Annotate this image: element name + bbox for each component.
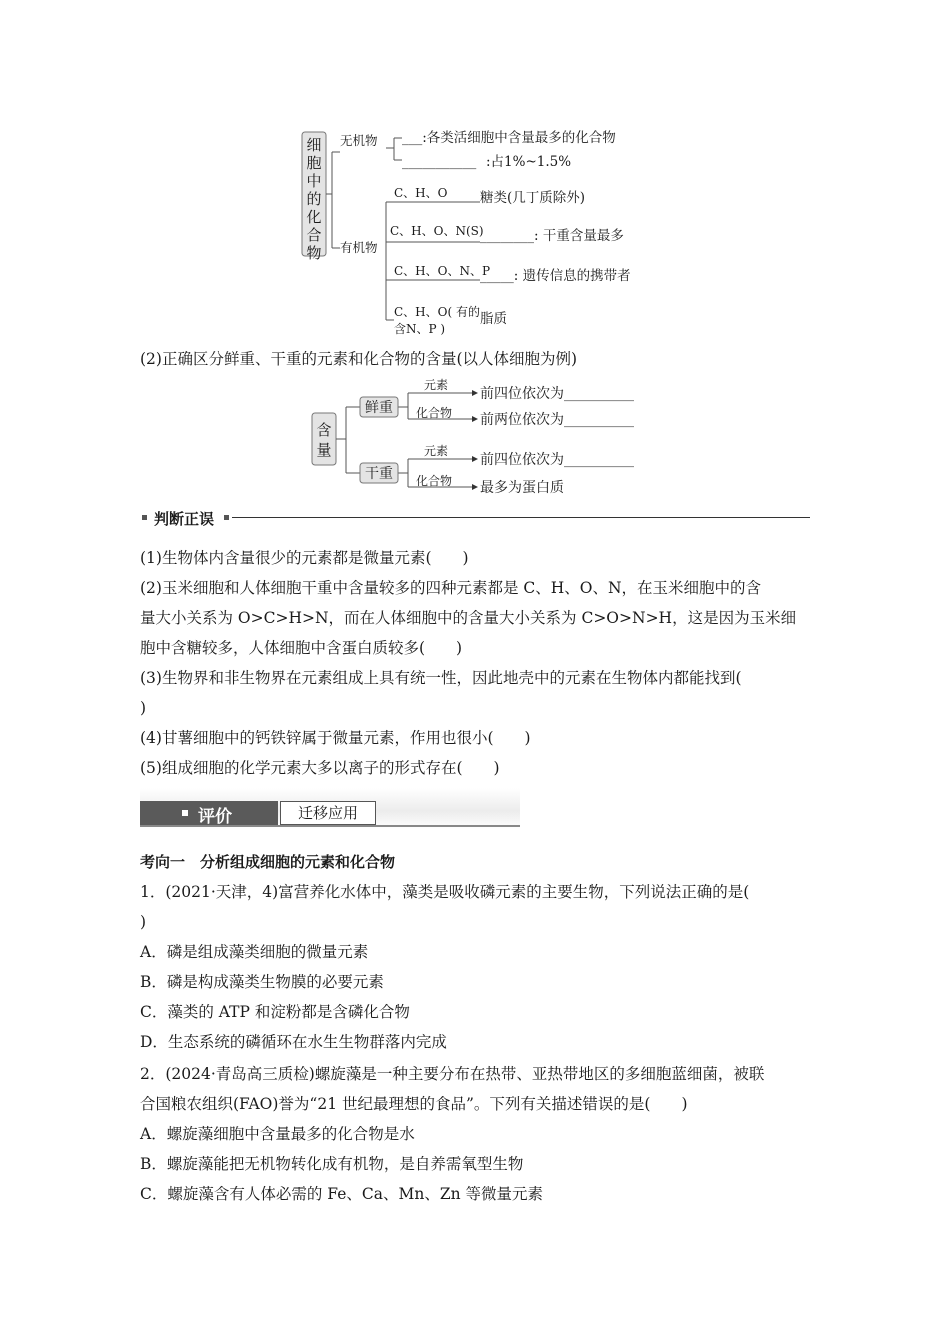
q2-option-b: B．螺旋藻能把无机物转化成有机物，是自养需氧型生物 xyxy=(140,1155,524,1173)
dry-element-label: 元素 xyxy=(424,444,449,458)
square-icon xyxy=(224,515,229,520)
banner-dark-label: 评价 xyxy=(198,807,232,827)
dry-compound-text: 最多为蛋白质 xyxy=(480,480,564,496)
fresh-compound-label: 化合物 xyxy=(416,406,453,420)
organic-4-elements-1: C、H、O( 有的 xyxy=(394,305,480,319)
fresh-element-label: 元素 xyxy=(424,378,449,392)
organic-3-text: _____: 遗传信息的携带者 xyxy=(480,268,631,284)
root-label xyxy=(306,136,321,262)
judge-line-8: (5)组成细胞的化学元素大多以离子的形式存在( ) xyxy=(140,759,500,777)
intro-2: (2)正确区分鲜重、干重的元素和化合物的含量(以人体细胞为例) xyxy=(140,350,578,368)
root-label-2a: 含 xyxy=(316,421,332,439)
organic-2-text: ________: 干重含量最多 xyxy=(480,228,624,244)
judge-line-4: 胞中含糖较多，人体细胞中含蛋白质较多( ) xyxy=(140,639,463,657)
fresh-element-text: 前四位依次为__________ xyxy=(480,386,634,402)
fresh-compound-text: 前两位依次为__________ xyxy=(480,412,634,428)
organic-3-elements: C、H、O、N、P xyxy=(394,264,491,278)
dry-compound-label: 化合物 xyxy=(416,474,453,488)
organic-2-elements: C、H、O、N(S) xyxy=(390,224,484,238)
banner-dark-tab xyxy=(140,801,278,825)
organic-4-text: 脂质 xyxy=(480,311,507,327)
svg-text:细: 细 xyxy=(306,136,322,154)
q1-option-b: B．磷是构成藻类生物膜的必要元素 xyxy=(140,973,384,991)
judge-header xyxy=(140,508,810,530)
svg-text:的: 的 xyxy=(306,190,322,208)
q1-option-a: A．磷是组成藻类细胞的微量元素 xyxy=(140,943,369,961)
judge-line-3: 量大小关系为 O>C>H>N，而在人体细胞中的含量大小关系为 C>O>N>H，这是因为玉米细 xyxy=(140,609,797,627)
inorganic-item-1: ___:各类活细胞中含量最多的化合物 xyxy=(402,130,616,146)
inorganic-label: 无机物 xyxy=(340,133,378,148)
root-label-2b: 量 xyxy=(316,441,332,459)
svg-text:物: 物 xyxy=(306,244,322,262)
dry-element-text: 前四位依次为__________ xyxy=(480,452,634,468)
square-icon xyxy=(182,810,188,816)
svg-text:合: 合 xyxy=(306,226,322,244)
organic-1-text: 糖类(几丁质除外) xyxy=(480,190,586,206)
organic-1-elements: C、H、O xyxy=(394,186,448,200)
svg-text:化: 化 xyxy=(306,208,322,226)
square-icon xyxy=(142,515,147,520)
judge-line-7: (4)甘薯细胞中的钙铁锌属于微量元素，作用也很小( ) xyxy=(140,729,531,747)
evaluation-banner xyxy=(140,788,520,830)
content-diagram xyxy=(300,375,660,500)
organic-4-elements-2: 含N、P ) xyxy=(394,322,446,336)
banner-box-label: 迁移应用 xyxy=(280,801,376,825)
section-title: 考向一 分析组成细胞的元素和化合物 xyxy=(140,853,396,871)
q2-option-c: C．螺旋藻含有人体必需的 Fe、Ca、Mn、Zn 等微量元素 xyxy=(140,1185,544,1203)
judge-line-2: (2)玉米细胞和人体细胞干重中含量较多的四种元素都是 C、H、O、N，在玉米细胞中的含 xyxy=(140,579,762,597)
fresh-label: 鲜重 xyxy=(365,400,393,416)
judge-line-1: (1)生物体内含量很少的元素都是微量元素( ) xyxy=(140,549,469,567)
q2-stem-2: 合国粮农组织(FAO)誉为“21 世纪最理想的食品”。下列有关描述错误的是( ) xyxy=(140,1095,688,1113)
judge-line-5: (3)生物界和非生物界在元素组成上具有统一性，因此地壳中的元素在生物体内都能找到( xyxy=(140,669,742,687)
q1-option-c: C．藻类的 ATP 和淀粉都是含磷化合物 xyxy=(140,1003,410,1021)
q1-stem-2: ) xyxy=(140,913,147,931)
q1-option-d: D．生态系统的磷循环在水生生物群落内完成 xyxy=(140,1033,447,1051)
q2-option-a: A．螺旋藻细胞中含量最多的化合物是水 xyxy=(140,1125,415,1143)
svg-text:胞: 胞 xyxy=(306,154,322,172)
inorganic-item-2-text: :占1%~1.5% xyxy=(486,154,572,170)
inorganic-item-2-blank: ___________ xyxy=(402,154,477,170)
banner-underline xyxy=(140,825,520,827)
compound-diagram xyxy=(290,120,670,342)
divider xyxy=(232,517,810,518)
dry-label: 干重 xyxy=(365,466,393,482)
organic-label: 有机物 xyxy=(340,240,378,255)
svg-text:中: 中 xyxy=(306,172,322,190)
judge-header-label: 判断正误 xyxy=(154,510,215,528)
judge-line-6: ) xyxy=(140,699,147,717)
q1-stem-1: 1．(2021·天津，4)富营养化水体中，藻类是吸收磷元素的主要生物，下列说法正确的是( xyxy=(140,883,750,901)
q2-stem-1: 2．(2024·青岛高三质检)螺旋藻是一种主要分布在热带、亚热带地区的多细胞蓝细菌，被联 xyxy=(140,1065,765,1083)
